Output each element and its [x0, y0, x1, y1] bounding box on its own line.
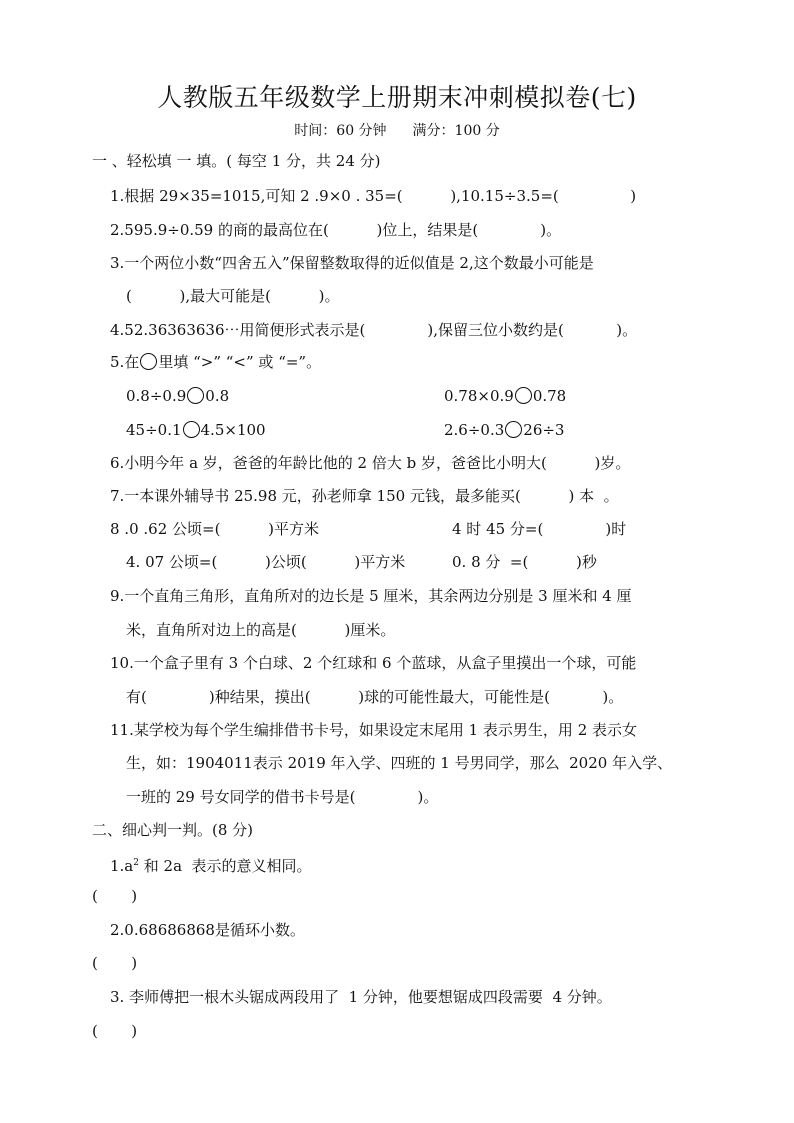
question-1-10-line-2: 有( )种结果，摸出( )球的可能性最大，可能性是( )。: [126, 688, 624, 706]
question-1-8-left-1: 8 .0 .62 公顷=( )平方米: [110, 520, 319, 538]
question-1-3-line-2: ( ),最大可能是( )。: [126, 287, 340, 305]
question-1-9-line-2: 米，直角所对边上的高是( )厘米。: [126, 621, 396, 639]
question-1-1: 1.根据 29×35=1015,可知 2 .9×0 . 35=( ),10.15÷3.5=( ): [110, 187, 637, 205]
compare-circle-icon[interactable]: [515, 387, 532, 404]
answer-blank[interactable]: ( ): [92, 1022, 138, 1040]
question-1-4: 4.52.36363636⋯用简便形式表示是( ),保留三位小数约是( )。: [110, 321, 638, 339]
question-1-11-line-2: 生，如：1904011表示 2019 年入学、四班的 1 号男同学，那么 2020 年入学、: [126, 754, 673, 772]
compare-left: 2.6÷0.3: [444, 421, 505, 439]
section-1-heading: 一 、轻松填 一 填。( 每空 1 分，共 24 分): [92, 152, 381, 170]
question-1-9-line-1: 9.一个直角三角形，直角所对的边长是 5 厘米，其余两边分别是 3 厘米和 4 厘: [110, 587, 632, 605]
question-1-8-left-2: 4. 07 公顷=( )公顷( )平方米: [126, 553, 406, 571]
judge-1-suffix: 和 2a 表示的意义相同。: [139, 857, 312, 875]
judge-1-exponent: 2: [133, 858, 139, 868]
compare-right: 0.78: [532, 387, 567, 405]
question-1-5: [110, 352, 321, 372]
full-score: 满分：100 分: [412, 123, 500, 139]
question-1-5-suffix: 里填 “>” “<” 或 “=”。: [158, 353, 322, 371]
time-limit: 时间：60 分钟: [294, 123, 387, 139]
question-1-11-line-3: 一班的 29 号女同学的借书卡号是( )。: [126, 788, 439, 806]
compare-item-4: [444, 420, 564, 440]
exam-info: [0, 120, 794, 140]
question-1-8-right-2: 0. 8 分 =( )秒: [452, 553, 597, 571]
judge-2: 2.0.68686868是循环小数。: [110, 921, 305, 939]
compare-right: 26÷3: [523, 421, 565, 439]
compare-circle-icon[interactable]: [505, 421, 522, 438]
compare-right: 0.8: [205, 387, 230, 405]
page-title: 人教版五年级数学上册期末冲刺模拟卷(七): [157, 83, 637, 112]
compare-left: 45÷0.1: [126, 421, 182, 439]
compare-circle-icon[interactable]: [187, 387, 204, 404]
judge-1: [110, 853, 312, 876]
question-1-6: 6.小明今年 a 岁，爸爸的年龄比他的 2 倍大 b 岁，爸爸比小明大( )岁。: [110, 454, 631, 472]
question-1-7: 7.一本课外辅导书 25.98 元，孙老师拿 150 元钱，最多能买( ) 本 。: [110, 487, 619, 505]
compare-left: 0.78×0.9: [444, 387, 514, 405]
compare-right: 4.5×100: [200, 421, 266, 439]
compare-item-1: [126, 386, 229, 406]
compare-circle-icon[interactable]: [183, 421, 200, 438]
question-1-3-line-1: 3.一个两位小数“四舍五入”保留整数取得的近似值是 2,这个数最小可能是: [110, 254, 594, 272]
judge-3: 3. 李师傅把一根木头锯成两段用了 1 分钟，他要想锯成四段需要 4 分钟。: [110, 988, 612, 1006]
question-1-10-line-1: 10.一个盒子里有 3 个白球、2 个红球和 6 个蓝球，从盒子里摸出一个球，可能: [110, 654, 637, 672]
section-2-heading: 二、细心判一判。(8 分): [92, 821, 254, 839]
compare-item-3: [126, 420, 266, 440]
question-1-8-right-1: 4 时 45 分=( )时: [452, 520, 627, 538]
question-1-5-prefix: 5.在: [110, 353, 140, 371]
compare-left: 0.8÷0.9: [126, 387, 187, 405]
judge-1-prefix: 1.a: [110, 857, 134, 875]
answer-blank[interactable]: ( ): [92, 954, 138, 972]
answer-blank[interactable]: ( ): [92, 887, 138, 905]
question-1-11-line-1: 11.某学校为每个学生编排借书卡号，如果设定末尾用 1 表示男生，用 2 表示女: [110, 721, 638, 739]
circle-icon: [140, 353, 157, 370]
question-1-2: 2.595.9÷0.59 的商的最高位在( )位上，结果是( )。: [110, 221, 562, 239]
compare-item-2: [444, 386, 566, 406]
